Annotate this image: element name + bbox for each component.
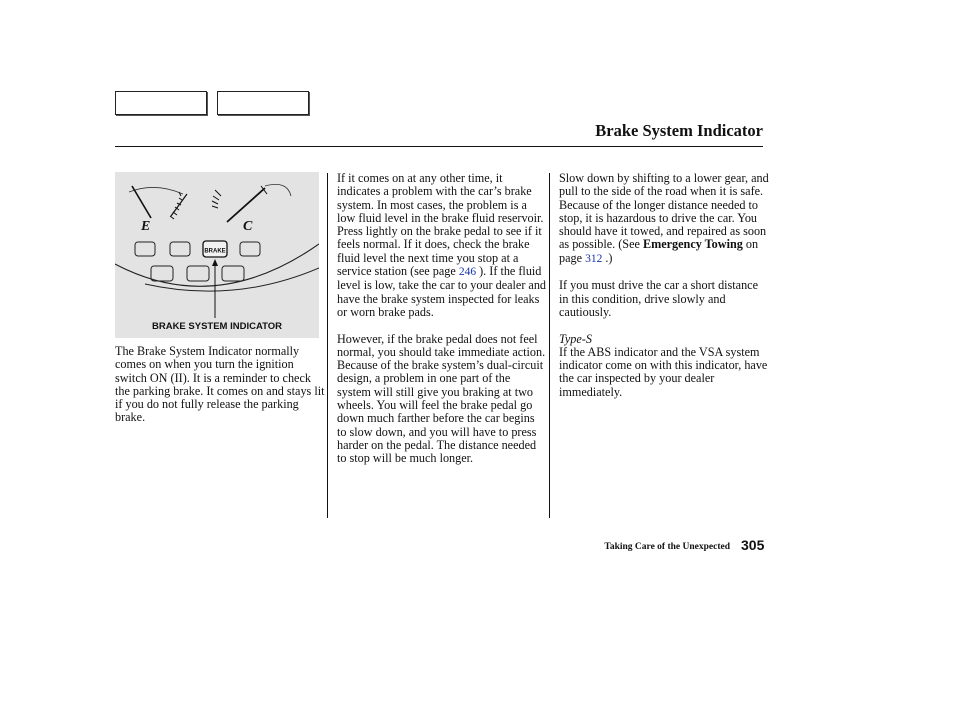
intro-paragraph: The Brake System Indicator normally comes on when you turn the ignition switch ON (II). It is a reminder to check the parking brake. It comes on and stays lit if you do not fully release the parking brake. [115, 344, 325, 425]
paragraph-text: .) [605, 250, 613, 265]
type-s-label: Type-S [559, 331, 592, 346]
column-divider [327, 173, 328, 518]
footer-section-title: Taking Care of the Unexpected [604, 542, 730, 552]
column-3 [559, 172, 769, 399]
paragraph-drive-short: If you must drive the car a short distance in this condition, drive slowly and cautiously. [559, 278, 758, 319]
page-number: 305 [741, 537, 765, 553]
header-rule [115, 146, 763, 147]
illustration-caption: BRAKE SYSTEM INDICATOR [151, 321, 283, 332]
column-1 [115, 345, 327, 425]
paragraph-text: If it comes on at any other time, it indicates a problem with the car’s brake system. In most cases, the problem is a low fluid level in the brake fluid reservoir. Press lightly on the brake pedal to see if it feels normal. If it does, check the brake fluid level the next time you stop at a service station (see page [337, 171, 544, 279]
nav-button-index[interactable] [217, 91, 309, 115]
fuel-empty-label: E [141, 219, 151, 234]
column-divider [549, 173, 550, 518]
fuel-gauge-icon [129, 186, 187, 219]
paragraph-text: Slow down by shifting to a lower gear, and pull to the side of the road when it is safe. Because of the longer distance needed to stop, it is hazardous to drive the car. You should have it towed, and repaired as soon as possible. (See [559, 171, 769, 252]
brake-indicator-illustration [115, 172, 319, 338]
paragraph-abs-vsa: If the ABS indicator and the VSA system indicator come on with this indicator, have the car inspected by your dealer immediately. [559, 344, 768, 399]
paragraph-slow-down [559, 172, 769, 266]
emergency-towing-ref: Emergency Towing [642, 237, 743, 252]
brake-indicator-label: BRAKE [204, 248, 226, 255]
nav-button-contents[interactable] [115, 91, 207, 115]
page-title: Brake System Indicator [595, 121, 763, 140]
instrument-panel-drawing [115, 172, 319, 338]
temperature-gauge-icon [212, 184, 291, 222]
paragraph-text: ). If the fluid level is low, take the car to your dealer and have the brake system inspected for leaks or worn brake pads. [337, 264, 547, 319]
page-link-246[interactable]: 246 [458, 266, 477, 279]
page-link-312[interactable]: 312 [585, 252, 603, 265]
temp-cold-label: C [243, 219, 253, 234]
column-2 [337, 172, 547, 466]
paragraph-pedal-not-normal: However, if the brake pedal does not feel normal, you should take immediate action. Because of the brake system’s dual-circuit design, a problem in one part of the system will still give you braking at two wheels. You will feel the brake pedal go down much farther before the car begins to slow down, and you will have to press harder on the pedal. The distance needed to stop will be much longer. [337, 331, 546, 466]
paragraph-text: on page [559, 237, 759, 265]
paragraph-other-time [337, 172, 547, 319]
